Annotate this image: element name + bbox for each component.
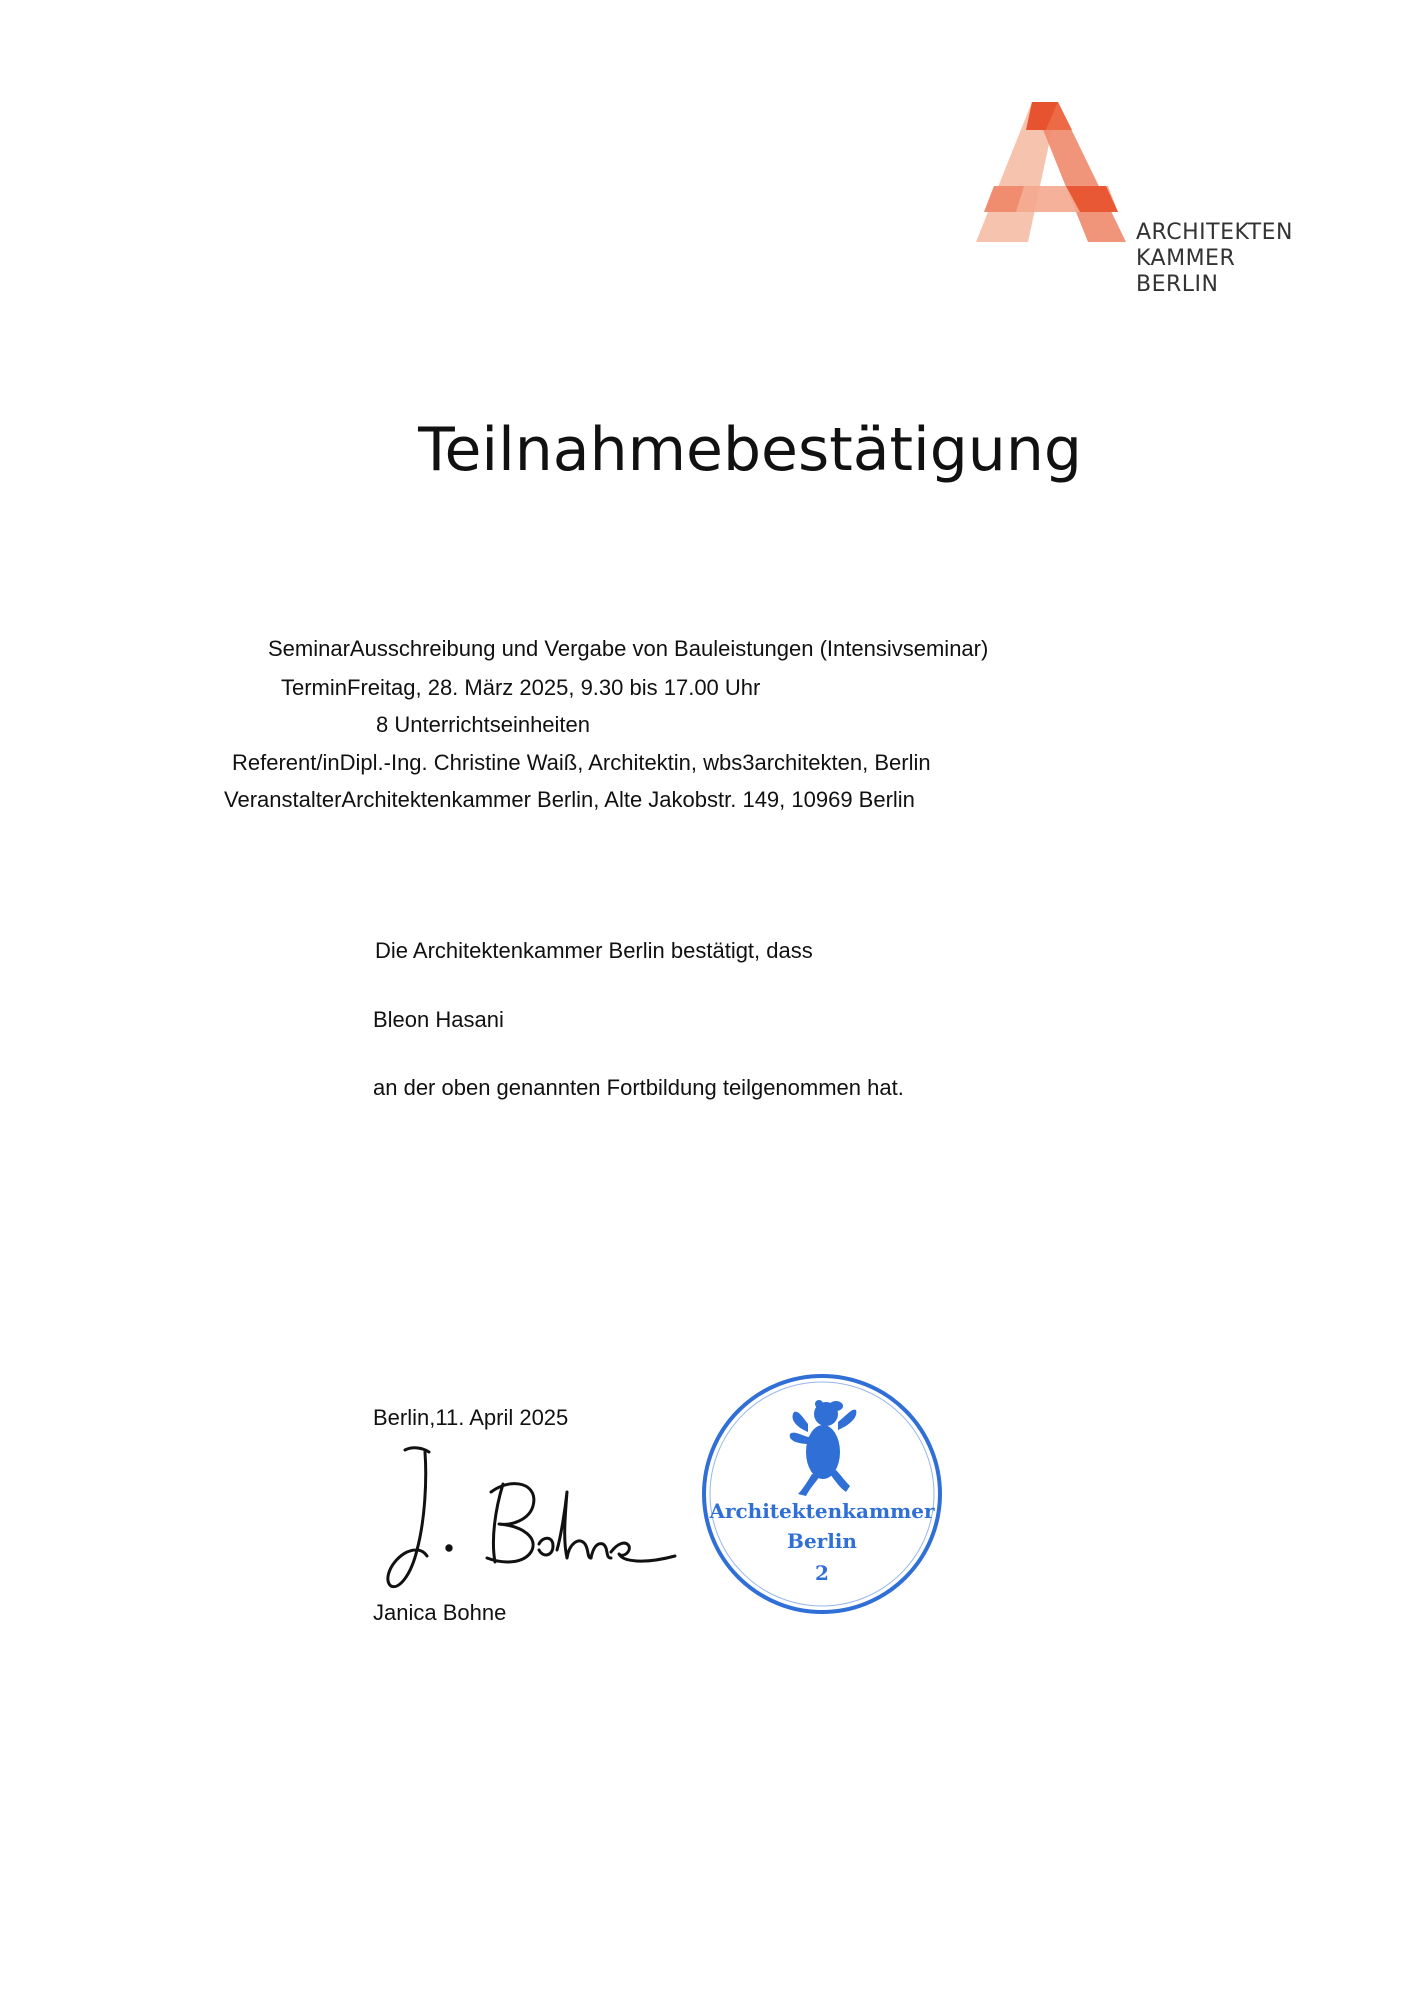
logo-line-2: KAMMER <box>1136 246 1236 271</box>
page-title: Teilnahmebestätigung <box>418 415 1082 485</box>
units-row <box>376 714 590 736</box>
termin-label: Termin <box>281 675 348 700</box>
logo-wordmark <box>1136 220 1293 298</box>
stamp-line-3: 2 <box>815 1561 829 1585</box>
seminar-value: Ausschreibung und Vergabe von Bauleistungen (Intensivseminar) <box>349 636 989 661</box>
termin-value: Freitag, 28. März 2025, 9.30 bis 17.00 Uhr <box>347 675 761 700</box>
referent-row <box>232 752 931 774</box>
official-stamp <box>698 1370 946 1618</box>
referent-label: Referent/in <box>232 750 340 775</box>
attendance-text: an der oben genannten Fortbildung teilgenommen hat. <box>373 1075 904 1100</box>
seminar-label: Seminar <box>268 636 350 661</box>
handwritten-signature <box>383 1440 683 1600</box>
referent-value: Dipl.-Ing. Christine Waiß, Architektin, wbs3architekten, Berlin <box>339 750 931 775</box>
logo-line-1: ARCHITEKTEN <box>1136 220 1293 245</box>
stamp-line-2: Berlin <box>787 1529 857 1553</box>
architektenkammer-logo <box>976 102 1316 302</box>
signatory-name: Janica Bohne <box>373 1600 507 1625</box>
berlin-bear-icon <box>790 1400 857 1496</box>
confirmation-text: Die Architektenkammer Berlin bestätigt, dass <box>375 938 813 963</box>
units-value: 8 Unterrichtseinheiten <box>376 712 591 737</box>
veranstalter-value: Architektenkammer Berlin, Alte Jakobstr. 149, 10969 Berlin <box>341 787 915 812</box>
participant-name: Bleon Hasani <box>373 1007 504 1032</box>
veranstalter-row <box>224 789 915 811</box>
place-date: Berlin,11. April 2025 <box>373 1405 569 1430</box>
seminar-row <box>268 638 988 660</box>
logo-a-mark-icon <box>976 102 1126 242</box>
veranstalter-label: Veranstalter <box>224 787 342 812</box>
logo-line-3: BERLIN <box>1136 272 1219 297</box>
termin-row <box>281 677 760 699</box>
stamp-line-1: Architektenkammer <box>709 1499 935 1523</box>
